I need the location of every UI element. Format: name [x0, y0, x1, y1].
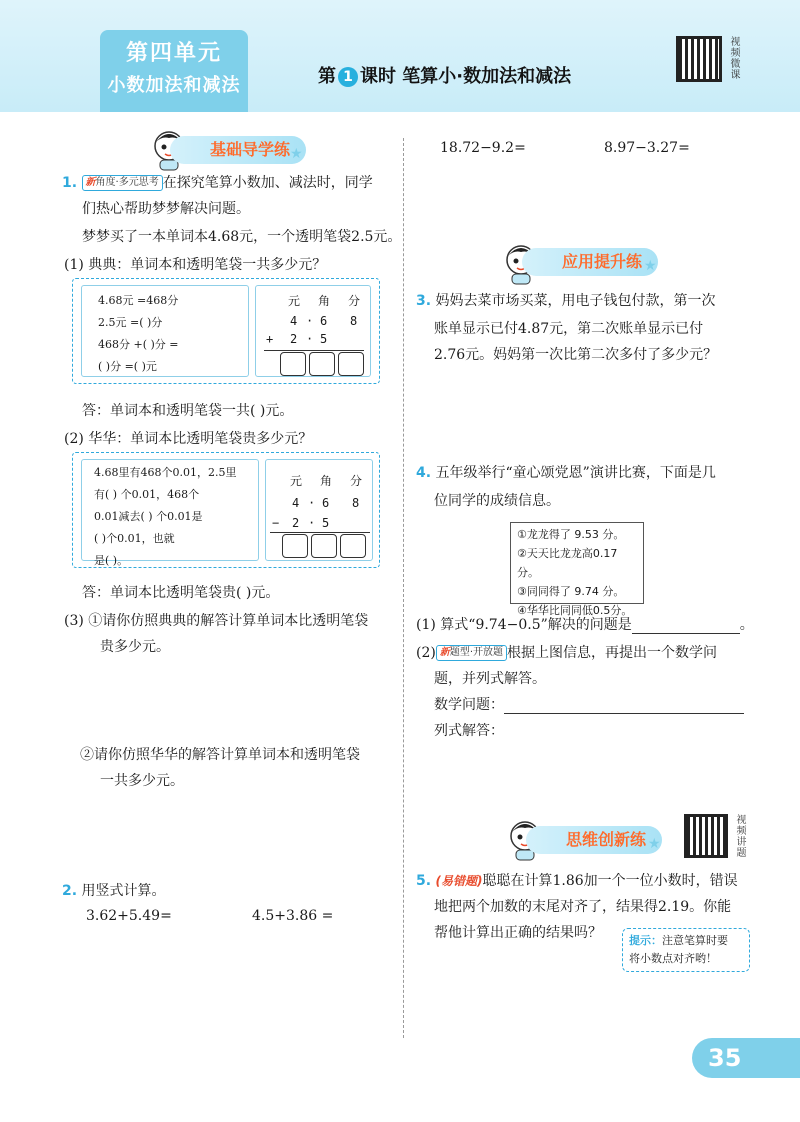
q1-tag-new: 新 — [85, 177, 96, 188]
digit: 2 — [290, 332, 298, 346]
q1-tag-text: 角度·多元思考 — [95, 177, 159, 188]
q4-tag-new: 新 — [439, 647, 450, 658]
q5-line1 — [416, 870, 738, 890]
q4-part1-text: (1) 算式“9.74−0.5”解决的问题是 — [416, 617, 632, 633]
q4-text-1: 五年级举行“童心颂党恩”演讲比赛，下面是几 — [435, 465, 716, 481]
q1-part3d: 一共多少元。 — [100, 773, 184, 789]
digit: 6 — [320, 314, 328, 328]
digit: 2 — [292, 516, 300, 530]
q3-number: 3. — [416, 293, 432, 309]
q1-intro-a: 在探究笔算小数加、减法时，同学 — [162, 175, 373, 191]
q2-text: 用竖式计算。 — [81, 883, 166, 899]
q4-part2-prefix: (2) — [416, 645, 436, 661]
hint-label: 提示： — [629, 934, 662, 947]
col-fen: 分 — [350, 474, 363, 488]
digit: 4 — [292, 496, 300, 510]
q1-answer1: 答：单词本和透明笔袋一共( )元。 — [82, 403, 294, 419]
box2-line: 0.01减去( ) 个0.01是 — [94, 510, 203, 523]
q2-expr-1: 3.62+5.49= — [86, 908, 172, 924]
unit-subtitle: 小数加法和减法 — [107, 75, 241, 96]
section-banner-applied: 应用提升练 — [522, 248, 658, 276]
hint-text-2: 将小数点对齐哟！ — [629, 952, 717, 965]
col-jiao: 角 — [318, 294, 331, 308]
star-icon: ★ — [644, 258, 657, 274]
q4-part2b: 题，并列式解答。 — [434, 671, 546, 687]
q4-math-blank[interactable] — [504, 697, 744, 714]
col-jiao: 角 — [320, 474, 333, 488]
box1-line: 4.68元 =468分 — [98, 294, 179, 307]
info-line: ①龙龙得了 9.53 分。 — [517, 528, 625, 541]
q1-box1 — [72, 278, 380, 384]
q4-line1 — [416, 462, 716, 482]
hint-text-1: 注意笔算时要 — [662, 934, 728, 947]
q5-hint-box — [622, 928, 750, 972]
col-yuan: 元 — [290, 474, 303, 488]
unit-title: 第四单元 — [125, 41, 222, 66]
q1-tag — [82, 175, 163, 191]
q1-part2: (2) 华华：单词本比透明笔袋贵多少元？ — [64, 431, 313, 447]
q3-text-3: 2.76元。妈妈第一次比第二次多付了多少元？ — [434, 347, 718, 363]
q1-part1: (1) 典典：单词本和透明笔袋一共多少元？ — [64, 257, 327, 273]
answer-boxes[interactable] — [282, 534, 369, 561]
q4-part2-text: 根据上图信息，再提出一个数学问 — [507, 645, 718, 661]
q1-intro-b: 们热心帮助梦梦解决问题。 — [82, 201, 250, 217]
box1-line: 468分 +( )分 = — [98, 338, 179, 351]
q5-text-1: 聪聪在计算1.86加一个一位小数时，错误 — [482, 873, 738, 889]
box2-line: 是( )。 — [94, 554, 129, 567]
q5-text-3: 帮他计算出正确的结果吗？ — [434, 925, 602, 941]
sum-line — [264, 350, 364, 351]
minus-sign: − — [272, 516, 280, 530]
q2-expr-3: 18.72−9.2= — [440, 140, 526, 156]
star-icon: ★ — [648, 836, 661, 852]
lesson-title — [318, 62, 571, 88]
qr-label-lecture: 视频讲题 — [734, 814, 745, 858]
answer-boxes[interactable] — [280, 352, 367, 379]
page-number: 35 — [692, 1038, 800, 1078]
q1-line1 — [62, 172, 373, 192]
qr-code-icon[interactable] — [684, 814, 728, 858]
plus-sign: + — [266, 332, 274, 346]
lesson-number: 1 — [338, 67, 358, 87]
section-banner-thinking: 思维创新练 — [526, 826, 662, 854]
info-line: ④华华比同同低0.5分。 — [517, 604, 633, 617]
q3-text-1: 妈妈去菜市场买菜，用电子钱包付款，第一次 — [435, 293, 716, 309]
q4-math-label: 数学问题： — [434, 697, 504, 713]
col-yuan: 元 — [288, 294, 301, 308]
q4-tag — [436, 645, 507, 661]
q2-expr-2: 4.5+3.86 = — [252, 908, 334, 924]
q4-part1-end: 。 — [739, 617, 754, 633]
q4-part1 — [416, 614, 754, 634]
q4-formula: 列式解答： — [434, 723, 504, 739]
q1-part3b: 贵多少元。 — [100, 639, 170, 655]
q4-tag-text: 题型·开放题 — [449, 647, 504, 658]
info-line: ③同同得了 9.74 分。 — [517, 585, 625, 598]
q4-part2 — [416, 642, 717, 662]
q3-text-2: 账单显示已付4.87元，第二次账单显示已付 — [434, 321, 704, 337]
box2-left — [81, 459, 259, 567]
info-line: ②天天比龙龙高0.17分。 — [517, 547, 618, 579]
diff-line — [270, 532, 370, 533]
box2-line: ( )个0.01，也就 — [94, 532, 175, 545]
q4-number: 4. — [416, 465, 432, 481]
q1-part3c: ②请你仿照华华的解答计算单词本和透明笔袋 — [80, 747, 360, 763]
digit: 8 — [350, 314, 358, 328]
box2-line: 有( ) 个0.01，468个 — [94, 488, 200, 501]
digit: 4 — [290, 314, 298, 328]
q4-math-question — [434, 694, 744, 714]
box2-right — [265, 459, 373, 561]
box2-line: 4.68里有468个0.01，2.5里 — [94, 466, 237, 479]
q2-expr-4: 8.97−3.27= — [604, 140, 690, 156]
q4-info-box — [510, 522, 644, 617]
digit: 5 — [322, 516, 330, 530]
q2-line — [62, 880, 166, 900]
dot: · — [306, 332, 314, 346]
digit: 6 — [322, 496, 330, 510]
q3-line1 — [416, 290, 716, 310]
dot: · — [308, 496, 316, 510]
unit-badge — [100, 30, 248, 112]
qr-code-icon[interactable] — [676, 36, 722, 82]
q5-text-2: 地把两个加数的末尾对齐了，结果得2.19。你能 — [434, 899, 732, 915]
q5-number: 5. — [416, 873, 432, 889]
box1-right — [255, 285, 371, 377]
q1-number: 1. — [62, 175, 78, 191]
star-icon: ★ — [290, 146, 303, 162]
q1-answer2: 答：单词本比透明笔袋贵( )元。 — [82, 585, 280, 601]
q1-part3a: (3) ①请你仿照典典的解答计算单词本比透明笔袋 — [64, 613, 369, 629]
dot: · — [308, 516, 316, 530]
q5-tag: (易错题) — [435, 874, 483, 888]
q1-story: 梦梦买了一本单词本4.68元，一个透明笔袋2.5元。 — [82, 229, 402, 245]
qr-label-video: 视频微课 — [728, 36, 739, 80]
box1-line: ( )分 =( )元 — [98, 360, 157, 373]
dot: · — [306, 314, 314, 328]
q4-part1-blank[interactable] — [632, 617, 740, 634]
lesson-text: 课时 笔算小·数加法和减法 — [360, 66, 572, 87]
q1-box2 — [72, 452, 380, 568]
box1-left — [81, 285, 249, 377]
digit: 5 — [320, 332, 328, 346]
box1-line: 2.5元 =( )分 — [98, 316, 163, 329]
section-banner-basic: 基础导学练 — [170, 136, 306, 164]
q2-number: 2. — [62, 883, 78, 899]
digit: 8 — [352, 496, 360, 510]
col-fen: 分 — [348, 294, 361, 308]
lesson-prefix: 第 — [318, 66, 336, 87]
column-divider — [403, 138, 404, 1038]
q4-text-2: 位同学的成绩信息。 — [434, 493, 560, 509]
